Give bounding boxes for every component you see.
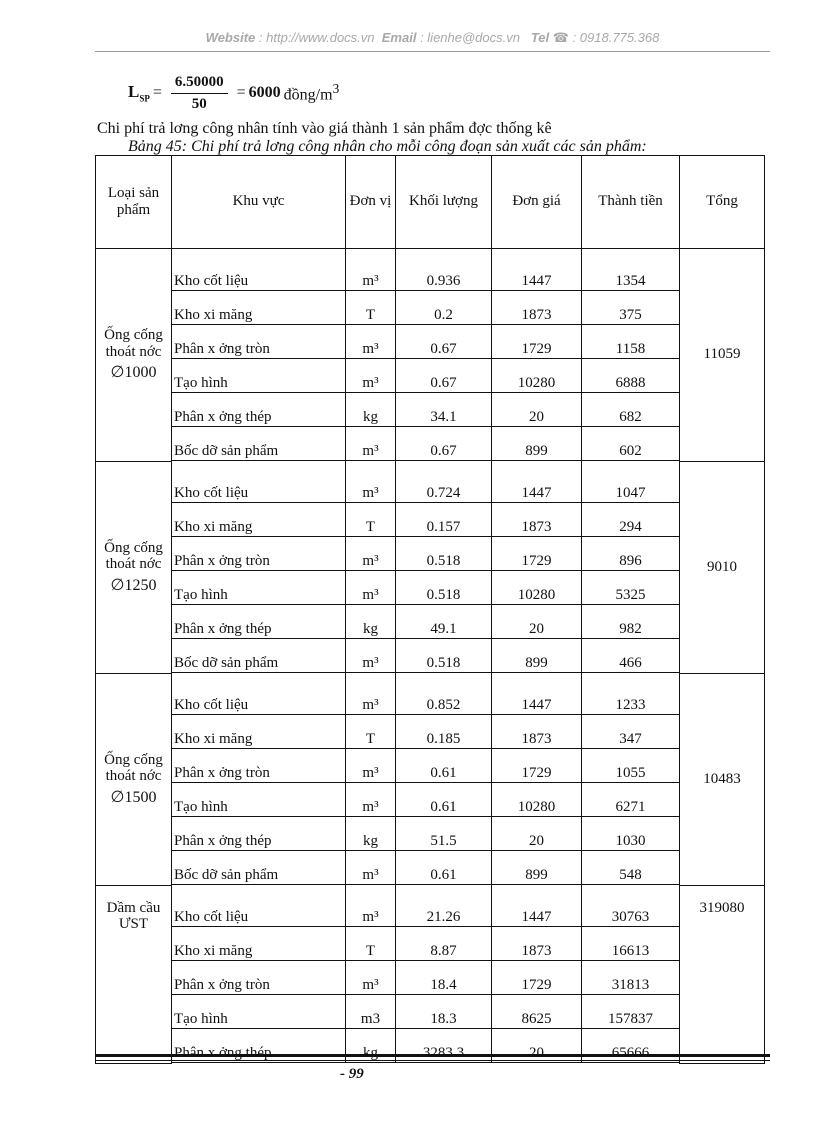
cell-area-text: Tạo hình [172, 374, 345, 393]
cell-price [492, 325, 582, 359]
table-row [96, 1029, 765, 1063]
cell-unit-text: T [346, 518, 395, 537]
cell-amount-text: 6271 [582, 798, 679, 817]
cell-volume [396, 715, 492, 749]
cell-price-text: 1729 [492, 976, 581, 995]
cell-amount [582, 817, 680, 851]
cell-area [172, 359, 346, 393]
cell-amount [582, 291, 680, 325]
cell-price-text: 899 [492, 866, 581, 885]
cell-price [492, 673, 582, 715]
table-row [96, 461, 765, 503]
product-type-cell [96, 249, 172, 462]
cell-amount [582, 927, 680, 961]
cell-volume [396, 325, 492, 359]
cell-price [492, 1029, 582, 1063]
product-type-cell [96, 885, 172, 1063]
cell-price-text: 899 [492, 654, 581, 673]
header-price: Đơn giá [492, 156, 582, 249]
cell-price-text: 10280 [492, 374, 581, 393]
table-caption: Bảng 45: Chi phí trả lơng công nhân cho mỗi công đoạn sản xuất các sản phẩm: [128, 138, 647, 155]
cell-area [172, 817, 346, 851]
table-row [96, 537, 765, 571]
cell-area [172, 249, 346, 292]
header-divider [95, 51, 770, 52]
cell-price-text: 1729 [492, 340, 581, 359]
cell-area-text: Kho xi măng [172, 306, 345, 325]
table-row [96, 961, 765, 995]
cell-unit [346, 749, 396, 783]
cell-volume [396, 359, 492, 393]
product-diameter: ∅1500 [110, 788, 157, 806]
table-row [96, 605, 765, 639]
cell-amount-text: 16613 [582, 942, 679, 961]
cell-area-text: Bốc dỡ sản phẩm [172, 866, 345, 885]
cell-amount [582, 605, 680, 639]
cell-unit-text: m³ [346, 586, 395, 605]
cell-volume [396, 995, 492, 1029]
cell-unit-text: m3 [346, 1010, 395, 1029]
table-row [96, 851, 765, 885]
cell-unit [346, 605, 396, 639]
labor-cost-table [95, 155, 765, 1064]
cell-unit-text: m³ [346, 552, 395, 571]
table-row [96, 393, 765, 427]
cell-volume-text: 0.724 [396, 484, 491, 503]
cell-amount-text: 347 [582, 730, 679, 749]
cell-volume-text: 0.2 [396, 306, 491, 325]
table-row [96, 715, 765, 749]
cell-volume-text: 0.67 [396, 340, 491, 359]
cell-area-text: Phân x ởng thép [172, 832, 345, 851]
cell-price [492, 359, 582, 393]
header-amount: Thành tiền [582, 156, 680, 249]
table-header-row [96, 156, 765, 249]
cell-unit [346, 325, 396, 359]
cell-volume-text: 0.518 [396, 586, 491, 605]
cell-unit-text: m³ [346, 798, 395, 817]
cell-amount [582, 639, 680, 673]
cell-unit-text: kg [346, 620, 395, 639]
cell-area-text: Bốc dỡ sản phẩm [172, 654, 345, 673]
cell-unit-text: kg [346, 832, 395, 851]
cell-area [172, 673, 346, 715]
cell-price-text: 899 [492, 442, 581, 461]
cell-price [492, 817, 582, 851]
table-row [96, 571, 765, 605]
cell-unit-text: m³ [346, 908, 395, 927]
product-type-name: Dầm cầu ƯST [106, 899, 161, 932]
cell-amount [582, 427, 680, 461]
cell-amount-text: 682 [582, 408, 679, 427]
cell-area-text: Phân x ởng thép [172, 620, 345, 639]
cell-area [172, 537, 346, 571]
cell-area [172, 393, 346, 427]
formula-result: 6000 [248, 84, 281, 101]
cell-amount [582, 393, 680, 427]
cell-unit-text: m³ [346, 484, 395, 503]
cell-area-text: Tạo hình [172, 1010, 345, 1029]
cell-amount [582, 461, 680, 503]
page-number: - 99 [340, 1066, 364, 1082]
cell-area [172, 461, 346, 503]
cell-area-text: Kho cốt liệu [172, 272, 345, 291]
cell-area-text: Phân x ởng tròn [172, 976, 345, 995]
cell-volume-text: 0.61 [396, 866, 491, 885]
cell-area [172, 291, 346, 325]
cell-price [492, 571, 582, 605]
cell-volume-text: 0.852 [396, 696, 491, 715]
cell-unit [346, 571, 396, 605]
cell-amount-text: 1055 [582, 764, 679, 783]
cell-volume [396, 1029, 492, 1063]
cell-unit-text: m³ [346, 442, 395, 461]
cell-unit-text: m³ [346, 696, 395, 715]
email-label: Email [381, 30, 417, 45]
cell-volume-text: 0.518 [396, 552, 491, 571]
group-total-cell: 9010 [680, 461, 765, 673]
header-type: Loại sản phẩm [96, 156, 172, 249]
table-row [96, 673, 765, 715]
cell-unit [346, 359, 396, 393]
cell-price [492, 749, 582, 783]
cell-amount [582, 359, 680, 393]
cell-volume-text: 21.26 [396, 908, 491, 927]
cell-area-text: Tạo hình [172, 586, 345, 605]
product-diameter: ∅1000 [110, 364, 157, 382]
cell-volume-text: 0.185 [396, 730, 491, 749]
table-row [96, 359, 765, 393]
cell-unit [346, 715, 396, 749]
cell-area-text: Phân x ởng thép [172, 1044, 345, 1063]
cell-amount-text: 30763 [582, 908, 679, 927]
cell-unit [346, 503, 396, 537]
cell-volume [396, 817, 492, 851]
formula-unit: đồng/$m^3$ [283, 81, 340, 104]
cell-unit [346, 249, 396, 292]
table-row [96, 639, 765, 673]
cell-area [172, 995, 346, 1029]
cell-amount [582, 503, 680, 537]
cell-area [172, 885, 346, 927]
cell-area [172, 1029, 346, 1063]
formula-symbol: $L_{SP}$ [128, 82, 150, 104]
cell-price-text: 1873 [492, 942, 581, 961]
table-row [96, 749, 765, 783]
cell-volume-text: 0.61 [396, 764, 491, 783]
cell-price-text: 20 [492, 1044, 581, 1063]
table-row [96, 783, 765, 817]
cell-area-text: Phân x ởng thép [172, 408, 345, 427]
cell-price-text: 1873 [492, 730, 581, 749]
cell-volume [396, 885, 492, 927]
group-total-cell: 319080 [680, 885, 765, 1063]
cell-area-text: Phân x ởng tròn [172, 552, 345, 571]
cell-price-text: 10280 [492, 586, 581, 605]
cell-area [172, 927, 346, 961]
cell-amount [582, 1029, 680, 1063]
cell-unit-text: kg [346, 408, 395, 427]
cell-price-text: 1447 [492, 272, 581, 291]
page-header [95, 30, 770, 46]
cell-amount [582, 249, 680, 292]
cell-price-text: 10280 [492, 798, 581, 817]
product-type-cell [96, 461, 172, 673]
cell-price [492, 291, 582, 325]
table-row [96, 427, 765, 461]
formula-denominator: 50 [191, 95, 207, 112]
product-type-cell [96, 673, 172, 885]
cell-price-text: 1873 [492, 518, 581, 537]
cell-unit-text: kg [346, 1044, 395, 1063]
table-row [96, 995, 765, 1029]
cell-unit [346, 995, 396, 1029]
cell-area-text: Kho xi măng [172, 518, 345, 537]
cell-price-text: 1447 [492, 484, 581, 503]
product-diameter: ∅1250 [110, 576, 157, 594]
cell-price [492, 961, 582, 995]
cell-area [172, 427, 346, 461]
cell-amount-text: 65666 [582, 1044, 679, 1063]
cell-price [492, 715, 582, 749]
cell-unit [346, 851, 396, 885]
cell-volume-text: 18.3 [396, 1010, 491, 1029]
cell-unit [346, 393, 396, 427]
cell-area [172, 503, 346, 537]
cell-area [172, 783, 346, 817]
cell-area [172, 639, 346, 673]
cell-amount-text: 548 [582, 866, 679, 885]
cell-price [492, 393, 582, 427]
cell-unit-text: m³ [346, 764, 395, 783]
cell-unit [346, 673, 396, 715]
cell-price-text: 1729 [492, 764, 581, 783]
cell-unit-text: m³ [346, 976, 395, 995]
cell-unit [346, 427, 396, 461]
cell-amount [582, 537, 680, 571]
cell-amount-text: 466 [582, 654, 679, 673]
cell-amount [582, 571, 680, 605]
cell-unit-text: T [346, 306, 395, 325]
cell-volume-text: 51.5 [396, 832, 491, 851]
website-label: Website [205, 30, 256, 45]
cell-amount-text: 6888 [582, 374, 679, 393]
cell-amount [582, 851, 680, 885]
cell-area-text: Tạo hình [172, 798, 345, 817]
cell-unit-text: m³ [346, 374, 395, 393]
header-area: Khu vực [172, 156, 346, 249]
cell-area-text: Kho cốt liệu [172, 696, 345, 715]
footer-divider-thick [95, 1054, 770, 1057]
table-row [96, 249, 765, 292]
tel-value: ☎ : 0918.775.368 [552, 30, 660, 45]
cell-amount-text: 1047 [582, 484, 679, 503]
cell-volume [396, 503, 492, 537]
cell-price [492, 885, 582, 927]
cell-unit [346, 537, 396, 571]
cell-amount [582, 715, 680, 749]
tel-label: Tel [530, 30, 550, 45]
cell-unit-text: T [346, 942, 395, 961]
cell-amount [582, 325, 680, 359]
intro-text: Chi phí trả lơng công nhân tính vào giá thành 1 sản phẩm đợc thống kê [97, 120, 552, 137]
cell-price-text: 1729 [492, 552, 581, 571]
cell-volume-text: 8.87 [396, 942, 491, 961]
cell-amount-text: 375 [582, 306, 679, 325]
cell-volume-text: 18.4 [396, 976, 491, 995]
cell-price [492, 461, 582, 503]
cell-area [172, 961, 346, 995]
cell-price [492, 537, 582, 571]
cell-volume [396, 851, 492, 885]
cell-amount-text: 1233 [582, 696, 679, 715]
cell-unit [346, 639, 396, 673]
cell-area [172, 715, 346, 749]
cell-volume-text: 0.157 [396, 518, 491, 537]
header-unit: Đơn vị [346, 156, 396, 249]
cell-volume-text: 0.936 [396, 272, 491, 291]
formula-fraction [171, 74, 228, 113]
cell-area-text: Kho cốt liệu [172, 908, 345, 927]
product-type-name: Ống cống thoát nớc [104, 327, 163, 360]
cell-area-text: Phân x ởng tròn [172, 340, 345, 359]
cell-volume [396, 749, 492, 783]
cell-amount [582, 961, 680, 995]
cell-price-text: 1447 [492, 908, 581, 927]
cell-price [492, 427, 582, 461]
cell-volume-text: 3283.3 [396, 1044, 491, 1063]
group-total-cell: 10483 [680, 673, 765, 885]
cell-amount [582, 749, 680, 783]
header-volume: Khối lượng [396, 156, 492, 249]
cell-amount [582, 885, 680, 927]
cell-unit [346, 885, 396, 927]
group-total-cell: 11059 [680, 249, 765, 462]
cell-unit-text: m³ [346, 654, 395, 673]
cell-amount [582, 673, 680, 715]
cell-unit [346, 1029, 396, 1063]
table-row [96, 503, 765, 537]
cell-volume-text: 34.1 [396, 408, 491, 427]
cell-price-text: 1447 [492, 696, 581, 715]
cell-area-text: Phân x ởng tròn [172, 764, 345, 783]
cost-formula [128, 68, 339, 118]
cell-amount [582, 783, 680, 817]
cell-amount-text: 896 [582, 552, 679, 571]
cell-unit-text: m³ [346, 340, 395, 359]
cell-area [172, 851, 346, 885]
cell-price [492, 851, 582, 885]
cell-price [492, 503, 582, 537]
cell-volume [396, 783, 492, 817]
cell-price [492, 249, 582, 292]
table-row [96, 927, 765, 961]
cell-unit-text: m³ [346, 272, 395, 291]
cell-amount-text: 982 [582, 620, 679, 639]
cell-unit [346, 783, 396, 817]
cell-unit [346, 291, 396, 325]
cell-volume [396, 605, 492, 639]
cell-volume [396, 639, 492, 673]
cell-amount [582, 995, 680, 1029]
cell-unit [346, 961, 396, 995]
cell-area-text: Kho xi măng [172, 730, 345, 749]
cell-area [172, 325, 346, 359]
equals-sign: = [152, 84, 162, 101]
cell-volume [396, 961, 492, 995]
cell-area [172, 571, 346, 605]
cell-price-text: 20 [492, 408, 581, 427]
cell-price-text: 20 [492, 832, 581, 851]
cell-area-text: Kho cốt liệu [172, 484, 345, 503]
cell-price [492, 639, 582, 673]
cell-volume [396, 291, 492, 325]
cell-amount-text: 157837 [582, 1010, 679, 1029]
cell-volume [396, 393, 492, 427]
cell-area-text: Bốc dỡ sản phẩm [172, 442, 345, 461]
cell-amount-text: 5325 [582, 586, 679, 605]
table-row [96, 817, 765, 851]
product-type-name: Ống cống thoát nớc [104, 751, 163, 785]
cell-price [492, 995, 582, 1029]
cell-volume [396, 537, 492, 571]
cell-volume [396, 427, 492, 461]
cell-price [492, 783, 582, 817]
website-value[interactable]: : http://www.docs.vn [258, 30, 375, 45]
cell-unit-text: T [346, 730, 395, 749]
cell-unit-text: m³ [346, 866, 395, 885]
equals-sign-2: = [236, 84, 246, 101]
cell-volume [396, 571, 492, 605]
email-value[interactable]: : lienhe@docs.vn [420, 30, 520, 45]
table-row [96, 291, 765, 325]
footer-divider-thin [95, 1060, 770, 1061]
table-row [96, 885, 765, 927]
formula-numerator: 6.50000 [171, 74, 228, 94]
cell-volume-text: 0.67 [396, 374, 491, 393]
table-row [96, 325, 765, 359]
cell-amount-text: 294 [582, 518, 679, 537]
cell-area-text: Kho xi măng [172, 942, 345, 961]
cell-volume [396, 461, 492, 503]
cell-price [492, 927, 582, 961]
cell-unit [346, 927, 396, 961]
cell-volume [396, 927, 492, 961]
cell-volume-text: 0.518 [396, 654, 491, 673]
cell-price-text: 20 [492, 620, 581, 639]
cell-unit [346, 817, 396, 851]
cell-volume [396, 673, 492, 715]
header-total: Tổng [680, 156, 765, 249]
cell-price-text: 8625 [492, 1010, 581, 1029]
cell-amount-text: 1030 [582, 832, 679, 851]
cell-unit [346, 461, 396, 503]
cell-amount-text: 602 [582, 442, 679, 461]
cell-area [172, 605, 346, 639]
cell-volume-text: 49.1 [396, 620, 491, 639]
cell-amount-text: 1158 [582, 340, 679, 359]
product-type-name: Ống cống thoát nớc [104, 539, 163, 573]
cell-amount-text: 31813 [582, 976, 679, 995]
cell-volume-text: 0.61 [396, 798, 491, 817]
cell-volume-text: 0.67 [396, 442, 491, 461]
cell-amount-text: 1354 [582, 272, 679, 291]
cell-volume [396, 249, 492, 292]
cell-area [172, 749, 346, 783]
cell-price [492, 605, 582, 639]
cell-price-text: 1873 [492, 306, 581, 325]
